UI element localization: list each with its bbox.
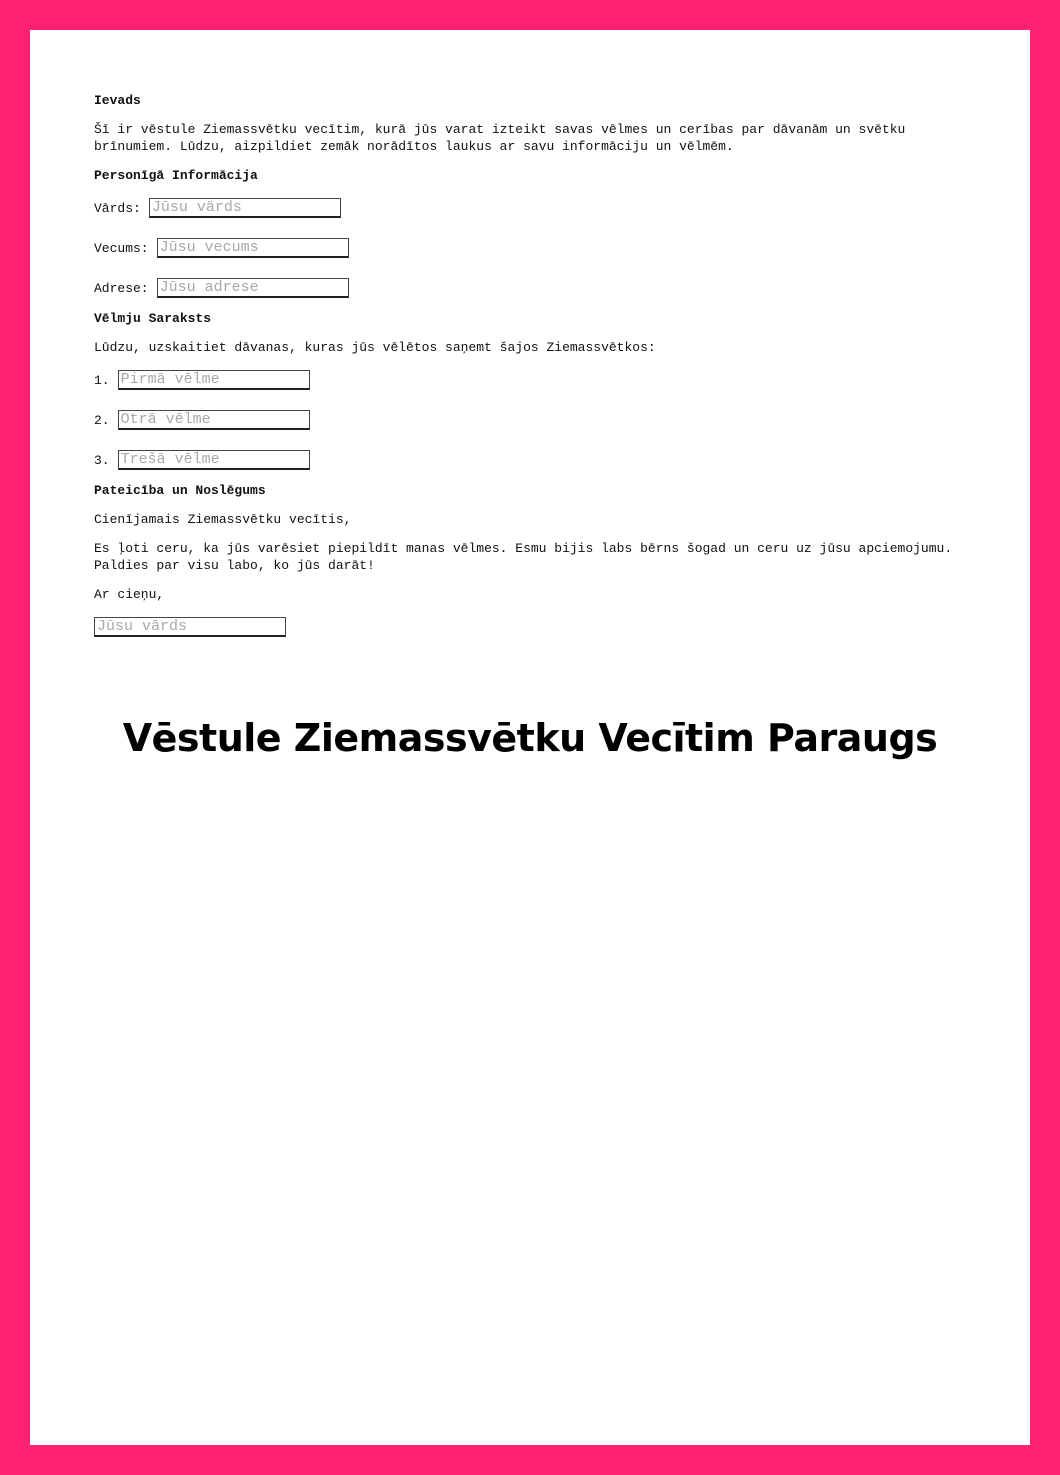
address-label: Adrese: bbox=[94, 280, 149, 296]
age-label: Vecums: bbox=[94, 240, 149, 256]
age-input[interactable] bbox=[157, 238, 349, 258]
wish-input-1[interactable] bbox=[118, 370, 310, 390]
wish-input-2[interactable] bbox=[118, 410, 310, 430]
wishlist-heading: Vēlmju Saraksts bbox=[94, 311, 212, 326]
letter-content bbox=[94, 92, 954, 655]
wish-row bbox=[94, 448, 954, 472]
closing-text: Es ļoti ceru, ka jūs varēsiet piepildīt manas vēlmes. Esmu bijis labs bērns šogad un ceru uz jūsu apciemojumu. Paldies par visu labo, ko jūs darāt! bbox=[94, 541, 953, 573]
wishlist-text: Lūdzu, uzskaitiet dāvanas, kuras jūs vēlētos saņemt šajos Ziemassvētkos: bbox=[94, 340, 656, 355]
name-row bbox=[94, 196, 954, 220]
intro-text: Šī ir vēstule Ziemassvētku vecītim, kurā jūs varat izteikt savas vēlmes un cerības par dāvanām un svētku brīnumiem. Lūdzu, aizpildiet zemāk norādītos laukus ar savu informāciju un vēlmēm. bbox=[94, 122, 906, 154]
wish-number: 2. bbox=[94, 412, 110, 428]
document-page bbox=[30, 30, 1030, 1445]
personal-info-heading: Personīgā Informācija bbox=[94, 168, 258, 183]
closing-greeting: Cienījamais Ziemassvētku vecītis, bbox=[94, 512, 352, 527]
wish-number: 1. bbox=[94, 372, 110, 388]
wish-row bbox=[94, 368, 954, 392]
signature-row bbox=[94, 615, 954, 639]
age-row bbox=[94, 236, 954, 260]
document-title: Vēstule Ziemassvētku Vecītim Paraugs bbox=[122, 716, 938, 760]
name-input[interactable] bbox=[149, 198, 341, 218]
closing-heading: Pateicība un Noslēgums bbox=[94, 483, 266, 498]
intro-heading: Ievads bbox=[94, 93, 141, 108]
wish-number: 3. bbox=[94, 452, 110, 468]
address-row bbox=[94, 276, 954, 300]
address-input[interactable] bbox=[157, 278, 349, 298]
signature-input[interactable] bbox=[94, 617, 286, 637]
closing-signoff: Ar cieņu, bbox=[94, 587, 165, 602]
name-label: Vārds: bbox=[94, 200, 141, 216]
wish-input-3[interactable] bbox=[118, 450, 310, 470]
wish-row bbox=[94, 408, 954, 432]
